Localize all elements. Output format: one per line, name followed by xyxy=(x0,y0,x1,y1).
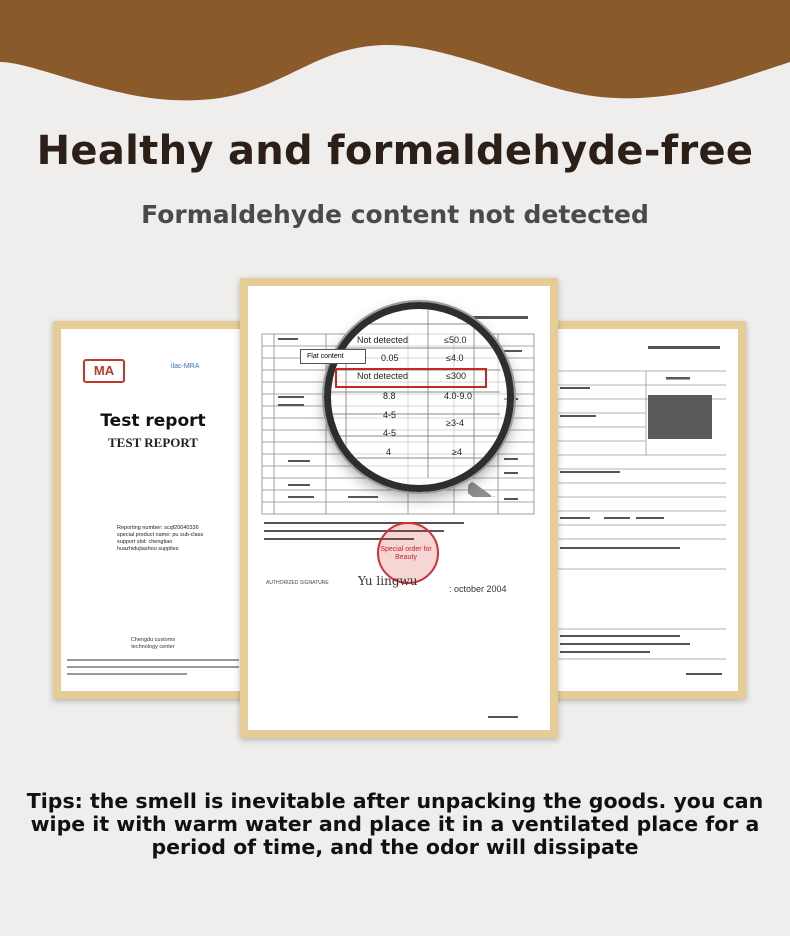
zoom-value-7: 4 xyxy=(386,447,392,457)
report-title-en: Test report xyxy=(100,411,206,431)
ilac-logo: ilac-MRA xyxy=(171,363,200,370)
zoom-value-3: Not detected xyxy=(357,371,409,381)
zoom-value-4: 8.8 xyxy=(383,391,396,401)
zoom-limit-1: ≤50.0 xyxy=(444,335,467,345)
ma-logo: MA xyxy=(83,359,125,383)
reporting-number: Reporting number: scqf20040336 xyxy=(117,525,199,531)
support-slot: support slot: chengtiao xyxy=(117,539,173,545)
report-center xyxy=(61,637,245,651)
zoom-value-5: 4-5 xyxy=(383,410,397,420)
center-line-2: technology center xyxy=(131,644,175,650)
right-report-frame xyxy=(548,321,746,699)
top-wave-decoration xyxy=(0,0,790,110)
left-report-frame xyxy=(53,321,253,699)
tips-text: Tips: the smell is inevitable after unpacking the goods. you can wipe it with warm water and place it in a ventilated place for a period of time, and the odor will dissipate xyxy=(26,789,764,859)
report-info xyxy=(117,525,203,553)
footer-lines xyxy=(67,659,239,680)
right-report-table xyxy=(556,329,738,691)
zoom-value-2: 0.05 xyxy=(381,353,399,363)
report-title-caps: TEST REPORT xyxy=(108,435,198,450)
signature: Yu lingwu xyxy=(358,574,418,588)
zoom-value-1: Not detected xyxy=(357,335,409,345)
signature-date: : october 2004 xyxy=(449,584,507,594)
zoom-limit-4: 4.0-9.0 xyxy=(444,391,473,401)
left-report-paper xyxy=(61,329,245,691)
page-title: Healthy and formaldehyde-free xyxy=(36,128,754,174)
center-line-1: Chengdu customs xyxy=(130,637,176,643)
authorized-signature-label: AUTHORIZED SIGNATURE xyxy=(266,580,329,586)
zoom-limit-6: ≥4 xyxy=(452,447,462,457)
right-report-paper xyxy=(556,329,738,691)
page-subtitle: Formaldehyde content not detected xyxy=(141,200,649,229)
magnifier-lens xyxy=(324,302,514,492)
magnified-table-grid xyxy=(324,302,500,478)
zoom-limit-2: ≤4.0 xyxy=(446,353,464,363)
supplier: huazhidujiashou supplies xyxy=(117,546,179,552)
zoom-limit-3: ≤300 xyxy=(446,371,466,381)
zoom-limit-5: ≥3-4 xyxy=(446,418,464,428)
magnifier-handle xyxy=(468,475,668,497)
stamp-text: Special order for Beauty xyxy=(380,546,432,561)
product-name: special product name: pu sub-class xyxy=(117,532,204,538)
zoom-value-6: 4-5 xyxy=(383,428,397,438)
flat-content-label: Flat content xyxy=(300,349,366,364)
